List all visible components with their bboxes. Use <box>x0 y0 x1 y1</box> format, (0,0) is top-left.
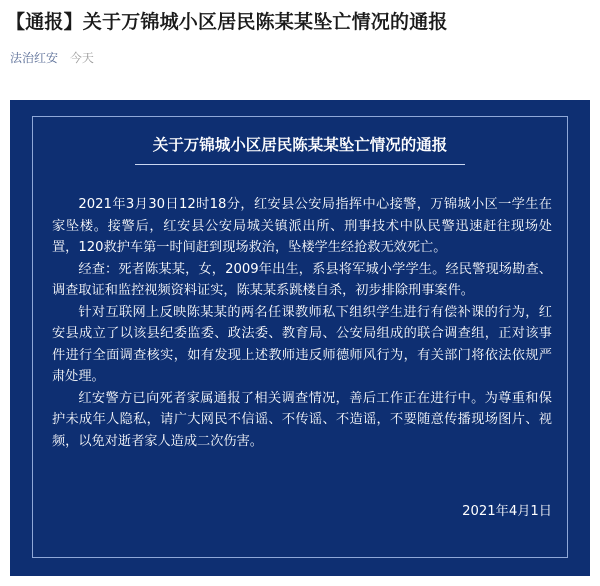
source-account-link[interactable]: 法治红安 <box>10 51 59 65</box>
notice-signature-date: 2021年4月1日 <box>462 504 552 519</box>
notice-heading: 关于万锦城小区居民陈某某坠亡情况的通报 <box>152 136 448 154</box>
notice-heading-underline <box>135 164 465 165</box>
notice-body <box>52 194 552 452</box>
publish-date: 今天 <box>69 51 94 65</box>
notice-paragraph: 针对互联网上反映陈某某的两名任课教师私下组织学生进行有偿补课的行为，红安县成立了以该县纪委监委、政法委、教育局、公安局组成的联合调查组，正对该事件进行全面调查核实，如有发现上述教师违反师德师风行为，有关部门将依法依规严肃处理。 <box>52 304 552 384</box>
notice-image <box>10 100 590 576</box>
article-title: 【通报】关于万锦城小区居民陈某某坠亡情况的通报 <box>6 11 448 33</box>
article-meta <box>10 50 94 66</box>
notice-paragraph: 红安警方已向死者家属通报了相关调查情况，善后工作正在进行中。为尊重和保护未成年人隐私，请广大网民不信谣、不传谣、不造谣，不要随意传播现场图片、视频，以免对逝者家人造成二次伤害。 <box>52 390 552 449</box>
notice-paragraph: 2021年3月30日12时18分，红安县公安局指挥中心接警，万锦城小区一学生在家坠楼。接警后，红安县公安局城关镇派出所、刑事技术中队民警迅速赶往现场处置，120救护车第一时间赶到现场救治，坠楼学生经抢救无效死亡。 <box>52 197 552 255</box>
notice-paragraph: 经查：死者陈某某，女，2009年出生，系县将军城小学学生。经民警现场勘查、调查取证和监控视频资料证实，陈某某系跳楼自杀，初步排除刑事案件。 <box>52 261 552 298</box>
